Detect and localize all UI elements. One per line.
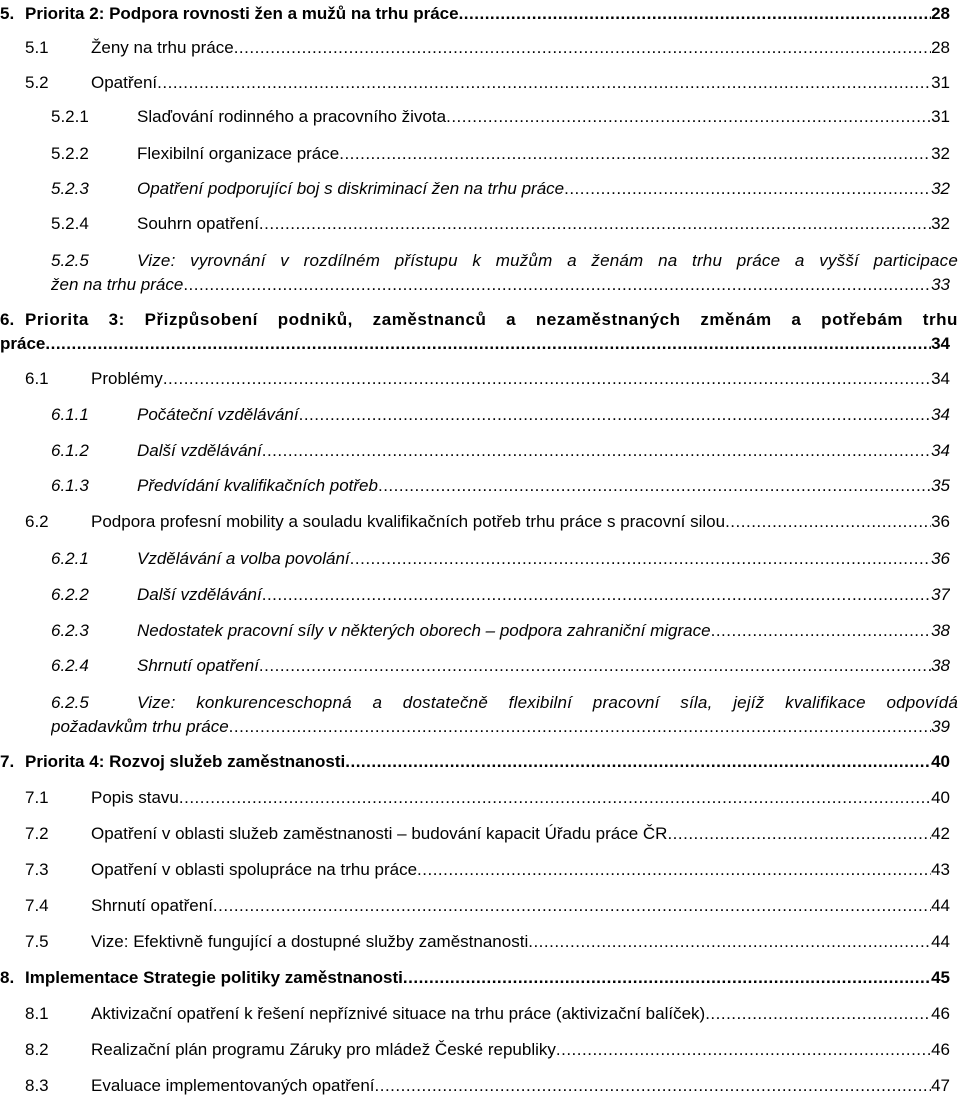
dot-leader <box>725 511 931 533</box>
toc-number: 6.2.5 <box>51 693 89 712</box>
toc-title: Shrnutí opatření <box>91 896 213 915</box>
page-number: 42 <box>931 824 950 843</box>
toc-title: Další vzdělávání <box>137 585 262 604</box>
toc-title: Opatření v oblasti služeb zaměstnanosti – budování kapacit Úřadu práce ČR <box>91 824 668 843</box>
dot-leader <box>446 106 931 128</box>
toc-number: 6. <box>0 310 15 329</box>
toc-number: 5.2.3 <box>51 179 89 198</box>
toc-title: Opatření v oblasti spolupráce na trhu práce <box>91 860 418 879</box>
toc-title: Priorita 3: Přizpůsobení podniků, zaměstnanců a nezaměstnaných změnám a potřebám trhu <box>25 310 958 329</box>
toc-number: 6.1.1 <box>51 405 89 424</box>
dot-leader <box>234 37 931 59</box>
dot-leader <box>213 895 931 917</box>
dot-leader <box>299 404 931 426</box>
toc-title: Vize: Efektivně fungující a dostupné služby zaměstnanosti <box>91 932 529 951</box>
page-number: 35 <box>931 476 950 495</box>
page-number: 34 <box>931 441 950 460</box>
page-number: 28 <box>931 4 950 23</box>
toc-title-continuation: práce <box>0 334 46 353</box>
toc-title: Priorita 2: Podpora rovnosti žen a mužů na trhu práce <box>25 4 459 23</box>
page-number: 34 <box>931 405 950 424</box>
dot-leader <box>459 3 932 25</box>
toc-number: 6.1 <box>25 369 49 388</box>
toc-number: 8.1 <box>25 1004 49 1023</box>
page-number: 47 <box>931 1076 950 1095</box>
toc-number: 5.2.1 <box>51 107 89 126</box>
dot-leader <box>711 620 931 642</box>
toc-number: 7. <box>0 752 15 771</box>
dot-leader <box>350 548 931 570</box>
page-number: 36 <box>931 549 950 568</box>
toc-title: Realizační plán programu Záruky pro mládež České republiky <box>91 1040 556 1059</box>
toc-number: 6.2.4 <box>51 656 89 675</box>
toc-title: Předvídání kvalifikačních potřeb <box>137 476 378 495</box>
toc-title: Vize: vyrovnání v rozdílném přístupu k mužům a ženám na trhu práce a vyšší participace <box>137 251 958 270</box>
toc-title: Počáteční vzdělávání <box>137 405 299 424</box>
dot-leader <box>262 440 931 462</box>
page-number: 34 <box>931 369 950 388</box>
toc-title: Slaďování rodinného a pracovního života <box>137 107 447 126</box>
dot-leader <box>183 274 931 296</box>
toc-number: 5. <box>0 4 15 23</box>
toc-title: Priorita 4: Rozvoj služeb zaměstnanosti <box>25 752 346 771</box>
dot-leader <box>229 716 931 738</box>
page-number: 31 <box>931 107 950 126</box>
dot-leader <box>345 751 931 773</box>
toc-number: 5.2.5 <box>51 251 89 270</box>
dot-leader <box>262 584 931 606</box>
dot-leader <box>564 178 931 200</box>
toc-number: 6.2.2 <box>51 585 89 604</box>
dot-leader <box>163 368 931 390</box>
toc-title: Ženy na trhu práce <box>91 38 234 57</box>
dot-leader <box>528 931 931 953</box>
toc-title: Evaluace implementovaných opatření <box>91 1076 375 1095</box>
toc-number: 6.1.2 <box>51 441 89 460</box>
dot-leader <box>157 72 931 94</box>
toc-number: 5.2 <box>25 73 49 92</box>
toc-title: Problémy <box>91 369 163 388</box>
page-number: 31 <box>931 73 950 92</box>
page-number: 34 <box>931 334 950 353</box>
toc-title: Další vzdělávání <box>137 441 262 460</box>
toc-title-continuation: žen na trhu práce <box>51 275 184 294</box>
toc-title-continuation: požadavkům trhu práce <box>51 717 229 736</box>
toc-number: 5.2.4 <box>51 214 89 233</box>
toc-title: Opatření podporující boj s diskriminací žen na trhu práce <box>137 179 565 198</box>
page-number: 36 <box>931 512 950 531</box>
toc-number: 6.2 <box>25 512 49 531</box>
toc-number: 7.5 <box>25 932 49 951</box>
toc-title: Opatření <box>91 73 158 92</box>
page-number: 38 <box>931 656 950 675</box>
page-number: 45 <box>931 968 950 987</box>
dot-leader <box>259 213 931 235</box>
dot-leader <box>45 333 931 355</box>
toc-number: 7.4 <box>25 896 49 915</box>
page-number: 40 <box>931 752 950 771</box>
toc-title: Aktivizační opatření k řešení nepříznivé situace na trhu práce (aktivizační balíček) <box>91 1004 706 1023</box>
page-number: 38 <box>931 621 950 640</box>
toc-title: Implementace Strategie politiky zaměstnanosti <box>25 968 403 987</box>
toc-number: 8.2 <box>25 1040 49 1059</box>
toc-title: Vzdělávání a volba povolání <box>137 549 350 568</box>
dot-leader <box>339 143 931 165</box>
dot-leader <box>705 1003 931 1025</box>
page-number: 44 <box>931 932 950 951</box>
page-number: 43 <box>931 860 950 879</box>
page-number: 39 <box>931 717 950 736</box>
page-number: 32 <box>931 179 950 198</box>
toc-title: Souhrn opatření <box>137 214 259 233</box>
dot-leader <box>403 967 931 989</box>
toc-number: 7.3 <box>25 860 49 879</box>
toc-number: 5.2.2 <box>51 144 89 163</box>
toc-title: Popis stavu <box>91 788 179 807</box>
dot-leader <box>378 475 931 497</box>
toc-number: 6.2.3 <box>51 621 89 640</box>
dot-leader <box>667 823 931 845</box>
toc-title: Vize: konkurenceschopná a dostatečně flexibilní pracovní síla, jejíž kvalifikace odpovídá <box>137 693 958 712</box>
toc-number: 6.1.3 <box>51 476 89 495</box>
page-number: 32 <box>931 144 950 163</box>
dot-leader <box>179 787 931 809</box>
toc-number: 8. <box>0 968 15 987</box>
page-number: 32 <box>931 214 950 233</box>
toc-number: 5.1 <box>25 38 49 57</box>
toc-number: 7.2 <box>25 824 49 843</box>
toc-title: Podpora profesní mobility a souladu kvalifikačních potřeb trhu práce s pracovní silou <box>91 512 726 531</box>
toc-title: Shrnutí opatření <box>137 656 259 675</box>
toc-number: 7.1 <box>25 788 49 807</box>
page-number: 40 <box>931 788 950 807</box>
page-number: 37 <box>931 585 950 604</box>
toc-title: Flexibilní organizace práce <box>137 144 340 163</box>
toc-number: 6.2.1 <box>51 549 89 568</box>
dot-leader <box>375 1075 932 1097</box>
page-number: 33 <box>931 275 950 294</box>
dot-leader <box>417 859 931 881</box>
page-number: 46 <box>931 1040 950 1059</box>
toc-number: 8.3 <box>25 1076 49 1095</box>
toc-title: Nedostatek pracovní síly v některých oborech – podpora zahraniční migrace <box>137 621 711 640</box>
dot-leader <box>556 1039 931 1061</box>
page-number: 46 <box>931 1004 950 1023</box>
page-number: 44 <box>931 896 950 915</box>
dot-leader <box>259 655 931 677</box>
page-number: 28 <box>931 38 950 57</box>
